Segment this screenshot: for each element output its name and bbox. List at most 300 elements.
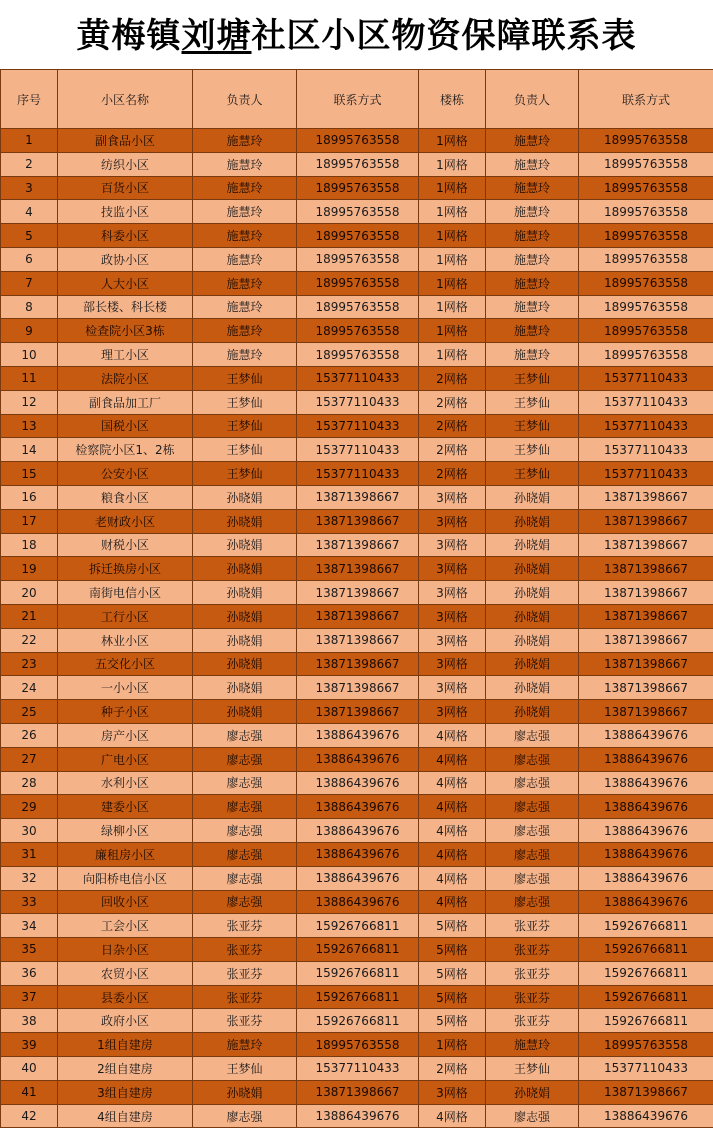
cell-index: 42	[1, 1104, 58, 1128]
cell-person-in-charge: 张亚芬	[193, 1009, 297, 1033]
cell-person-in-charge: 施慧玲	[193, 224, 297, 248]
table-header-row	[1, 70, 713, 129]
table-row	[1, 271, 713, 295]
table-row	[1, 652, 713, 676]
cell-contact: 13886439676	[297, 795, 419, 819]
cell-index: 26	[1, 723, 58, 747]
cell-contact: 13871398667	[297, 700, 419, 724]
cell-grid-contact: 15377110433	[579, 414, 713, 438]
cell-grid-contact: 15377110433	[579, 366, 713, 390]
table-row	[1, 295, 713, 319]
cell-community-name: 政协小区	[58, 247, 193, 271]
cell-building: 4网格	[419, 1104, 486, 1128]
cell-contact: 13886439676	[297, 747, 419, 771]
cell-grid-person-in-charge: 施慧玲	[486, 271, 579, 295]
cell-grid-person-in-charge: 施慧玲	[486, 319, 579, 343]
cell-building: 3网格	[419, 676, 486, 700]
cell-grid-contact: 18995763558	[579, 247, 713, 271]
cell-grid-person-in-charge: 王梦仙	[486, 366, 579, 390]
title-prefix: 黄梅镇	[76, 16, 182, 56]
contact-table	[0, 69, 713, 1128]
cell-building: 3网格	[419, 557, 486, 581]
cell-index: 2	[1, 152, 58, 176]
cell-contact: 18995763558	[297, 247, 419, 271]
cell-community-name: 检查院小区3栋	[58, 319, 193, 343]
cell-community-name: 政府小区	[58, 1009, 193, 1033]
cell-grid-person-in-charge: 施慧玲	[486, 224, 579, 248]
cell-index: 30	[1, 819, 58, 843]
cell-community-name: 财税小区	[58, 533, 193, 557]
table-row	[1, 343, 713, 367]
cell-community-name: 3组自建房	[58, 1080, 193, 1104]
cell-grid-contact: 18995763558	[579, 224, 713, 248]
cell-person-in-charge: 王梦仙	[193, 438, 297, 462]
cell-person-in-charge: 孙晓娟	[193, 557, 297, 581]
cell-contact: 15377110433	[297, 1057, 419, 1081]
cell-community-name: 廉租房小区	[58, 842, 193, 866]
cell-index: 10	[1, 343, 58, 367]
cell-community-name: 粮食小区	[58, 485, 193, 509]
cell-contact: 15377110433	[297, 390, 419, 414]
cell-grid-person-in-charge: 孙晓娟	[486, 652, 579, 676]
cell-grid-person-in-charge: 廖志强	[486, 890, 579, 914]
cell-index: 4	[1, 200, 58, 224]
cell-index: 22	[1, 628, 58, 652]
cell-index: 32	[1, 866, 58, 890]
cell-community-name: 广电小区	[58, 747, 193, 771]
cell-grid-person-in-charge: 施慧玲	[486, 247, 579, 271]
cell-building: 3网格	[419, 628, 486, 652]
cell-grid-contact: 13871398667	[579, 533, 713, 557]
cell-building: 2网格	[419, 366, 486, 390]
cell-building: 3网格	[419, 652, 486, 676]
cell-community-name: 4组自建房	[58, 1104, 193, 1128]
cell-grid-contact: 13886439676	[579, 747, 713, 771]
cell-contact: 18995763558	[297, 224, 419, 248]
cell-person-in-charge: 施慧玲	[193, 295, 297, 319]
cell-grid-contact: 18995763558	[579, 129, 713, 153]
table-row	[1, 771, 713, 795]
cell-grid-contact: 13871398667	[579, 485, 713, 509]
table-row	[1, 1080, 713, 1104]
cell-contact: 15926766811	[297, 985, 419, 1009]
cell-building: 2网格	[419, 390, 486, 414]
cell-building: 5网格	[419, 1009, 486, 1033]
cell-community-name: 2组自建房	[58, 1057, 193, 1081]
cell-grid-contact: 18995763558	[579, 271, 713, 295]
cell-grid-person-in-charge: 廖志强	[486, 747, 579, 771]
cell-contact: 13886439676	[297, 771, 419, 795]
cell-building: 2网格	[419, 438, 486, 462]
cell-index: 40	[1, 1057, 58, 1081]
cell-building: 1网格	[419, 200, 486, 224]
cell-person-in-charge: 王梦仙	[193, 462, 297, 486]
cell-grid-person-in-charge: 王梦仙	[486, 1057, 579, 1081]
cell-grid-person-in-charge: 孙晓娟	[486, 700, 579, 724]
cell-community-name: 水利小区	[58, 771, 193, 795]
cell-person-in-charge: 施慧玲	[193, 152, 297, 176]
cell-index: 17	[1, 509, 58, 533]
cell-index: 6	[1, 247, 58, 271]
cell-grid-contact: 15926766811	[579, 985, 713, 1009]
table-row	[1, 1104, 713, 1128]
cell-person-in-charge: 王梦仙	[193, 390, 297, 414]
cell-contact: 15377110433	[297, 366, 419, 390]
cell-grid-person-in-charge: 张亚芬	[486, 938, 579, 962]
cell-grid-contact: 13886439676	[579, 723, 713, 747]
table-row	[1, 676, 713, 700]
cell-index: 13	[1, 414, 58, 438]
cell-index: 36	[1, 961, 58, 985]
cell-building: 3网格	[419, 1080, 486, 1104]
table-row	[1, 628, 713, 652]
cell-building: 3网格	[419, 700, 486, 724]
cell-contact: 13871398667	[297, 1080, 419, 1104]
table-row	[1, 509, 713, 533]
cell-index: 15	[1, 462, 58, 486]
cell-contact: 13871398667	[297, 509, 419, 533]
cell-grid-person-in-charge: 施慧玲	[486, 343, 579, 367]
cell-community-name: 房产小区	[58, 723, 193, 747]
table-row	[1, 1033, 713, 1057]
cell-building: 3网格	[419, 509, 486, 533]
cell-community-name: 部长楼、科长楼	[58, 295, 193, 319]
cell-person-in-charge: 王梦仙	[193, 1057, 297, 1081]
table-row	[1, 604, 713, 628]
cell-contact: 13886439676	[297, 866, 419, 890]
cell-contact: 13871398667	[297, 485, 419, 509]
cell-community-name: 林业小区	[58, 628, 193, 652]
cell-grid-person-in-charge: 孙晓娟	[486, 557, 579, 581]
cell-person-in-charge: 施慧玲	[193, 1033, 297, 1057]
cell-grid-contact: 18995763558	[579, 176, 713, 200]
cell-building: 4网格	[419, 747, 486, 771]
cell-index: 27	[1, 747, 58, 771]
table-row	[1, 1057, 713, 1081]
cell-index: 33	[1, 890, 58, 914]
cell-contact: 13871398667	[297, 604, 419, 628]
cell-grid-person-in-charge: 施慧玲	[486, 129, 579, 153]
cell-contact: 15926766811	[297, 914, 419, 938]
cell-grid-contact: 13886439676	[579, 771, 713, 795]
cell-grid-person-in-charge: 王梦仙	[486, 414, 579, 438]
cell-grid-contact: 18995763558	[579, 343, 713, 367]
cell-building: 1网格	[419, 129, 486, 153]
cell-community-name: 纺织小区	[58, 152, 193, 176]
cell-building: 5网格	[419, 914, 486, 938]
cell-index: 24	[1, 676, 58, 700]
cell-community-name: 公安小区	[58, 462, 193, 486]
cell-contact: 18995763558	[297, 319, 419, 343]
cell-community-name: 绿柳小区	[58, 819, 193, 843]
cell-person-in-charge: 施慧玲	[193, 176, 297, 200]
cell-contact: 13871398667	[297, 676, 419, 700]
cell-community-name: 工行小区	[58, 604, 193, 628]
cell-grid-contact: 15926766811	[579, 914, 713, 938]
table-row	[1, 129, 713, 153]
cell-grid-person-in-charge: 孙晓娟	[486, 533, 579, 557]
cell-grid-contact: 18995763558	[579, 295, 713, 319]
cell-person-in-charge: 张亚芬	[193, 938, 297, 962]
cell-index: 37	[1, 985, 58, 1009]
cell-person-in-charge: 孙晓娟	[193, 1080, 297, 1104]
cell-contact: 13886439676	[297, 1104, 419, 1128]
table-row	[1, 961, 713, 985]
table-row	[1, 485, 713, 509]
cell-index: 35	[1, 938, 58, 962]
cell-index: 18	[1, 533, 58, 557]
header-community-name: 小区名称	[58, 70, 193, 129]
cell-building: 4网格	[419, 866, 486, 890]
cell-community-name: 拆迁换房小区	[58, 557, 193, 581]
table-row	[1, 366, 713, 390]
cell-index: 1	[1, 129, 58, 153]
cell-index: 9	[1, 319, 58, 343]
cell-grid-contact: 15926766811	[579, 1009, 713, 1033]
cell-index: 38	[1, 1009, 58, 1033]
cell-index: 41	[1, 1080, 58, 1104]
cell-grid-person-in-charge: 王梦仙	[486, 462, 579, 486]
cell-building: 5网格	[419, 961, 486, 985]
cell-person-in-charge: 廖志强	[193, 723, 297, 747]
table-row	[1, 985, 713, 1009]
cell-person-in-charge: 廖志强	[193, 842, 297, 866]
cell-building: 4网格	[419, 771, 486, 795]
cell-building: 3网格	[419, 485, 486, 509]
cell-contact: 18995763558	[297, 200, 419, 224]
cell-grid-contact: 13886439676	[579, 819, 713, 843]
cell-person-in-charge: 廖志强	[193, 890, 297, 914]
cell-person-in-charge: 施慧玲	[193, 271, 297, 295]
cell-building: 1网格	[419, 319, 486, 343]
cell-grid-person-in-charge: 孙晓娟	[486, 581, 579, 605]
cell-index: 8	[1, 295, 58, 319]
cell-grid-contact: 18995763558	[579, 200, 713, 224]
cell-person-in-charge: 孙晓娟	[193, 700, 297, 724]
cell-person-in-charge: 廖志强	[193, 795, 297, 819]
table-row	[1, 914, 713, 938]
cell-building: 1网格	[419, 1033, 486, 1057]
cell-grid-contact: 15377110433	[579, 390, 713, 414]
cell-community-name: 日杂小区	[58, 938, 193, 962]
cell-person-in-charge: 孙晓娟	[193, 509, 297, 533]
cell-index: 29	[1, 795, 58, 819]
cell-contact: 15926766811	[297, 961, 419, 985]
header-person-in-charge: 负责人	[193, 70, 297, 129]
table-row	[1, 319, 713, 343]
cell-contact: 13871398667	[297, 628, 419, 652]
cell-index: 19	[1, 557, 58, 581]
cell-person-in-charge: 施慧玲	[193, 343, 297, 367]
cell-contact: 18995763558	[297, 295, 419, 319]
cell-community-name: 国税小区	[58, 414, 193, 438]
cell-person-in-charge: 孙晓娟	[193, 604, 297, 628]
header-index: 序号	[1, 70, 58, 129]
cell-index: 16	[1, 485, 58, 509]
cell-community-name: 科委小区	[58, 224, 193, 248]
cell-grid-person-in-charge: 廖志强	[486, 866, 579, 890]
table-row	[1, 938, 713, 962]
cell-community-name: 法院小区	[58, 366, 193, 390]
cell-person-in-charge: 廖志强	[193, 771, 297, 795]
cell-building: 3网格	[419, 604, 486, 628]
cell-grid-person-in-charge: 王梦仙	[486, 438, 579, 462]
cell-community-name: 建委小区	[58, 795, 193, 819]
cell-contact: 13871398667	[297, 581, 419, 605]
cell-building: 2网格	[419, 414, 486, 438]
cell-building: 3网格	[419, 533, 486, 557]
cell-person-in-charge: 廖志强	[193, 747, 297, 771]
cell-building: 1网格	[419, 176, 486, 200]
cell-person-in-charge: 廖志强	[193, 1104, 297, 1128]
cell-building: 5网格	[419, 938, 486, 962]
cell-contact: 13871398667	[297, 533, 419, 557]
cell-grid-person-in-charge: 施慧玲	[486, 152, 579, 176]
cell-contact: 13886439676	[297, 890, 419, 914]
cell-index: 21	[1, 604, 58, 628]
cell-index: 12	[1, 390, 58, 414]
table-row	[1, 1009, 713, 1033]
cell-index: 3	[1, 176, 58, 200]
cell-building: 5网格	[419, 985, 486, 1009]
table-row	[1, 557, 713, 581]
cell-community-name: 县委小区	[58, 985, 193, 1009]
cell-community-name: 五交化小区	[58, 652, 193, 676]
cell-building: 1网格	[419, 152, 486, 176]
cell-grid-person-in-charge: 施慧玲	[486, 295, 579, 319]
cell-grid-contact: 13886439676	[579, 842, 713, 866]
cell-grid-contact: 13871398667	[579, 509, 713, 533]
cell-community-name: 工会小区	[58, 914, 193, 938]
cell-person-in-charge: 孙晓娟	[193, 628, 297, 652]
cell-grid-person-in-charge: 廖志强	[486, 723, 579, 747]
table-row	[1, 700, 713, 724]
cell-grid-contact: 15377110433	[579, 462, 713, 486]
cell-grid-person-in-charge: 施慧玲	[486, 1033, 579, 1057]
cell-community-name: 一小小区	[58, 676, 193, 700]
cell-grid-person-in-charge: 张亚芬	[486, 961, 579, 985]
table-row	[1, 152, 713, 176]
table-row	[1, 462, 713, 486]
cell-index: 39	[1, 1033, 58, 1057]
cell-building: 4网格	[419, 723, 486, 747]
cell-index: 25	[1, 700, 58, 724]
table-row	[1, 581, 713, 605]
cell-grid-person-in-charge: 孙晓娟	[486, 509, 579, 533]
cell-grid-contact: 13871398667	[579, 1080, 713, 1104]
header-grid-person-in-charge: 负责人	[486, 70, 579, 129]
table-row	[1, 842, 713, 866]
cell-contact: 18995763558	[297, 1033, 419, 1057]
cell-person-in-charge: 王梦仙	[193, 366, 297, 390]
cell-building: 2网格	[419, 462, 486, 486]
cell-building: 4网格	[419, 819, 486, 843]
cell-community-name: 人大小区	[58, 271, 193, 295]
cell-grid-contact: 18995763558	[579, 319, 713, 343]
cell-grid-person-in-charge: 王梦仙	[486, 390, 579, 414]
table-row	[1, 224, 713, 248]
cell-grid-contact: 13886439676	[579, 795, 713, 819]
cell-grid-person-in-charge: 廖志强	[486, 795, 579, 819]
cell-person-in-charge: 廖志强	[193, 819, 297, 843]
cell-community-name: 种子小区	[58, 700, 193, 724]
table-row	[1, 176, 713, 200]
cell-building: 3网格	[419, 581, 486, 605]
cell-building: 2网格	[419, 1057, 486, 1081]
cell-community-name: 技监小区	[58, 200, 193, 224]
cell-grid-person-in-charge: 孙晓娟	[486, 628, 579, 652]
cell-grid-person-in-charge: 孙晓娟	[486, 604, 579, 628]
cell-community-name: 1组自建房	[58, 1033, 193, 1057]
cell-grid-contact: 13886439676	[579, 1104, 713, 1128]
cell-building: 1网格	[419, 271, 486, 295]
cell-community-name: 百货小区	[58, 176, 193, 200]
table-row	[1, 723, 713, 747]
title-community-name: 刘塘	[181, 16, 252, 56]
cell-contact: 15377110433	[297, 438, 419, 462]
cell-grid-person-in-charge: 施慧玲	[486, 200, 579, 224]
cell-grid-person-in-charge: 孙晓娟	[486, 485, 579, 509]
table-row	[1, 247, 713, 271]
cell-grid-contact: 13871398667	[579, 628, 713, 652]
cell-contact: 18995763558	[297, 176, 419, 200]
cell-person-in-charge: 施慧玲	[193, 200, 297, 224]
cell-index: 23	[1, 652, 58, 676]
cell-index: 20	[1, 581, 58, 605]
cell-person-in-charge: 施慧玲	[193, 129, 297, 153]
cell-contact: 15377110433	[297, 462, 419, 486]
cell-grid-contact: 15926766811	[579, 961, 713, 985]
cell-person-in-charge: 孙晓娟	[193, 676, 297, 700]
cell-person-in-charge: 孙晓娟	[193, 581, 297, 605]
cell-grid-person-in-charge: 施慧玲	[486, 176, 579, 200]
cell-community-name: 副食品小区	[58, 129, 193, 153]
cell-building: 1网格	[419, 295, 486, 319]
cell-grid-contact: 13871398667	[579, 652, 713, 676]
cell-contact: 13886439676	[297, 723, 419, 747]
cell-community-name: 回收小区	[58, 890, 193, 914]
cell-community-name: 老财政小区	[58, 509, 193, 533]
cell-grid-person-in-charge: 廖志强	[486, 1104, 579, 1128]
cell-grid-contact: 13871398667	[579, 557, 713, 581]
cell-community-name: 副食品加工厂	[58, 390, 193, 414]
table-body	[1, 129, 713, 1128]
cell-index: 11	[1, 366, 58, 390]
cell-grid-contact: 13871398667	[579, 676, 713, 700]
cell-contact: 13886439676	[297, 819, 419, 843]
cell-person-in-charge: 张亚芬	[193, 914, 297, 938]
cell-building: 1网格	[419, 343, 486, 367]
cell-building: 4网格	[419, 842, 486, 866]
cell-person-in-charge: 张亚芬	[193, 985, 297, 1009]
cell-building: 1网格	[419, 247, 486, 271]
cell-contact: 13871398667	[297, 557, 419, 581]
cell-contact: 18995763558	[297, 343, 419, 367]
cell-contact: 13871398667	[297, 652, 419, 676]
cell-index: 31	[1, 842, 58, 866]
cell-grid-contact: 13886439676	[579, 866, 713, 890]
cell-grid-contact: 18995763558	[579, 152, 713, 176]
cell-person-in-charge: 王梦仙	[193, 414, 297, 438]
cell-person-in-charge: 施慧玲	[193, 247, 297, 271]
cell-community-name: 向阳桥电信小区	[58, 866, 193, 890]
cell-grid-contact: 13871398667	[579, 700, 713, 724]
cell-contact: 18995763558	[297, 271, 419, 295]
table-row	[1, 819, 713, 843]
cell-community-name: 农贸小区	[58, 961, 193, 985]
cell-person-in-charge: 孙晓娟	[193, 485, 297, 509]
cell-grid-person-in-charge: 张亚芬	[486, 1009, 579, 1033]
